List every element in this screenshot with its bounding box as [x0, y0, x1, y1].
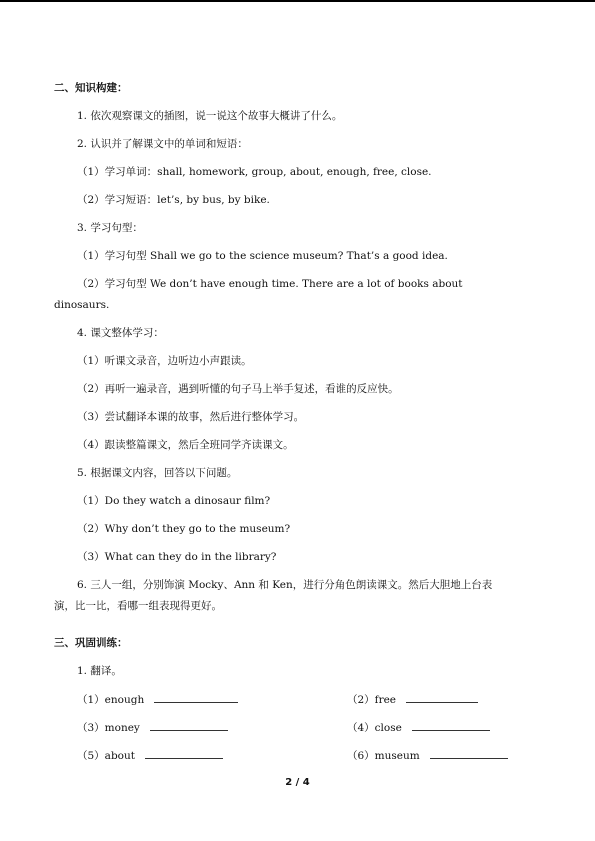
- translation-word: （6）museum: [347, 750, 420, 762]
- item-5-questions: 5. 根据课文内容，回答以下问题。: [77, 467, 238, 479]
- answer-blank[interactable]: [150, 720, 228, 731]
- translation-row: [347, 720, 490, 735]
- top-rule: [0, 0, 595, 2]
- item-5-question-1: （1）Do they watch a dinosaur film?: [77, 495, 271, 507]
- item-3-sentence-2: （2）学习句型 We don’t have enough time. There are a lot of books about: [77, 278, 463, 290]
- translation-row: [347, 692, 478, 707]
- item-6-role-play-cont: 演，比一比，看哪一组表现得更好。: [54, 600, 222, 612]
- item-3-sentence-1: （1）学习句型 Shall we go to the science museum? That’s a good idea.: [77, 250, 448, 262]
- item-2-phrases: （2）学习短语：let’s, by bus, by bike.: [77, 194, 270, 206]
- item-4-step-1: （1）听课文录音，边听边小声跟读。: [77, 355, 252, 367]
- translation-row: [77, 748, 223, 763]
- section-heading-practice: 三、巩固训练：: [54, 637, 128, 649]
- item-4-whole-text: 4. 课文整体学习：: [77, 327, 164, 339]
- translation-word: （2）free: [347, 694, 397, 706]
- item-6-role-play: 6. 三人一组，分别饰演 Mocky、Ann 和 Ken，进行分角色朗读课文。然后大胆地上台表: [77, 579, 493, 591]
- item-2-words: （1）学习单词：shall, homework, group, about, enough, free, close.: [77, 166, 432, 178]
- translation-row: [77, 720, 228, 735]
- item-4-step-3: （3）尝试翻译本课的故事，然后进行整体学习。: [77, 411, 305, 423]
- page-number: 2 / 4: [285, 777, 310, 788]
- item-4-step-4: （4）跟读整篇课文，然后全班同学齐读课文。: [77, 439, 294, 451]
- practice-item-1-translate: 1. 翻译。: [77, 665, 122, 677]
- translation-word: （3）money: [77, 722, 140, 734]
- translation-row: [347, 748, 508, 763]
- answer-blank[interactable]: [145, 748, 223, 759]
- item-3-sentence-2-cont: dinosaurs.: [54, 299, 110, 311]
- answer-blank[interactable]: [406, 692, 478, 703]
- section-heading-knowledge: 二、知识构建：: [54, 82, 128, 94]
- item-4-step-2: （2）再听一遍录音，遇到听懂的句子马上举手复述，看谁的反应快。: [77, 383, 399, 395]
- item-2-vocabulary: 2. 认识并了解课文中的单词和短语：: [77, 138, 248, 150]
- translation-word: （5）about: [77, 750, 135, 762]
- item-5-question-2: （2）Why don’t they go to the museum?: [77, 523, 291, 535]
- translation-word: （4）close: [347, 722, 402, 734]
- translation-word: （1）enough: [77, 694, 145, 706]
- answer-blank[interactable]: [430, 748, 508, 759]
- item-3-sentences: 3. 学习句型：: [77, 222, 143, 234]
- answer-blank[interactable]: [154, 692, 238, 703]
- answer-blank[interactable]: [412, 720, 490, 731]
- item-5-question-3: （3）What can they do in the library?: [77, 551, 277, 563]
- item-1-observe: 1. 依次观察课文的插图，说一说这个故事大概讲了什么。: [77, 110, 343, 122]
- translation-row: [77, 692, 238, 707]
